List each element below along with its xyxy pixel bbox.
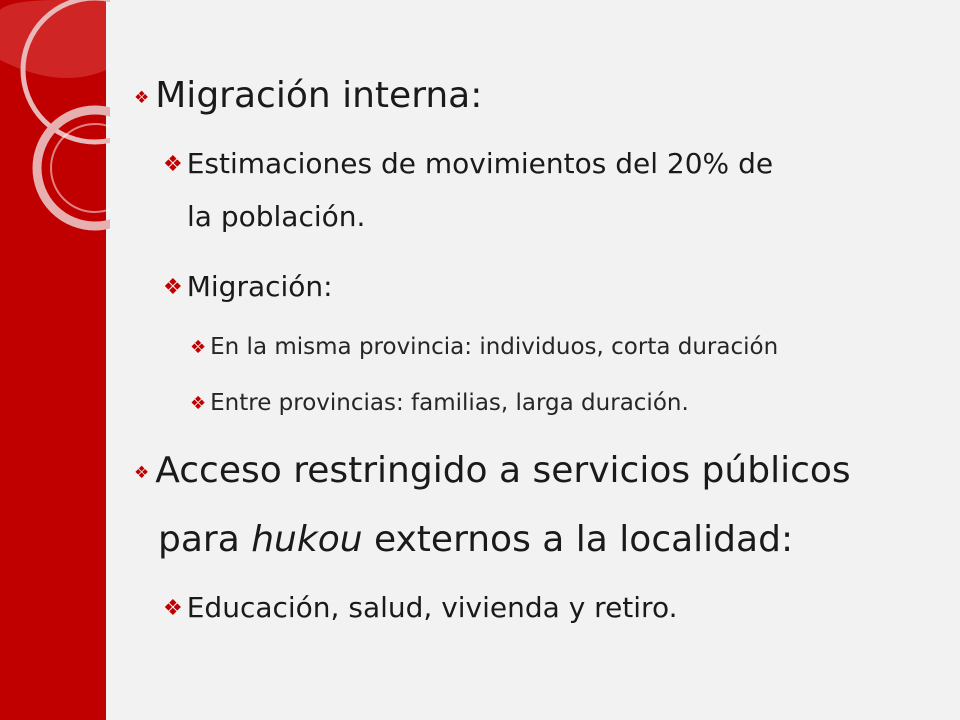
bullet-icon: ❖ [163,152,183,177]
bullet-text: Migración interna: [155,75,483,116]
bullet-estimaciones-continuation: la población. [187,200,366,233]
bullet-educacion [163,591,678,624]
bullet-text: Migración: [186,270,333,303]
hukou-italic: hukou [251,519,363,560]
bullet-entre-provincias [190,392,689,415]
bullet-acceso-restringido [134,450,851,491]
bullet-icon: ❖ [134,463,150,483]
bullet-misma-provincia [190,336,778,359]
bullet-acceso-continuation [158,519,794,560]
bullet-icon: ❖ [163,596,183,621]
bullet-text: Acceso restringido a servicios públicos [155,450,851,491]
bullet-text: En la misma provincia: individuos, corta duración [210,334,779,360]
bullet-migracion-interna [134,75,483,116]
bullet-icon: ❖ [134,88,150,108]
bullet-text: Educación, salud, vivienda y retiro. [186,591,678,624]
bullet-text: Estimaciones de movimientos del 20% de [186,147,774,180]
bullet-text: Entre provincias: familias, larga duración. [210,390,689,416]
bullet-migracion [163,270,333,303]
bullet-icon: ❖ [190,337,207,358]
bullet-estimaciones [163,147,774,180]
bullet-icon: ❖ [163,275,183,300]
text-segment: para [158,519,252,560]
text-segment: externos a la localidad: [362,519,794,560]
bullet-icon: ❖ [190,393,207,414]
